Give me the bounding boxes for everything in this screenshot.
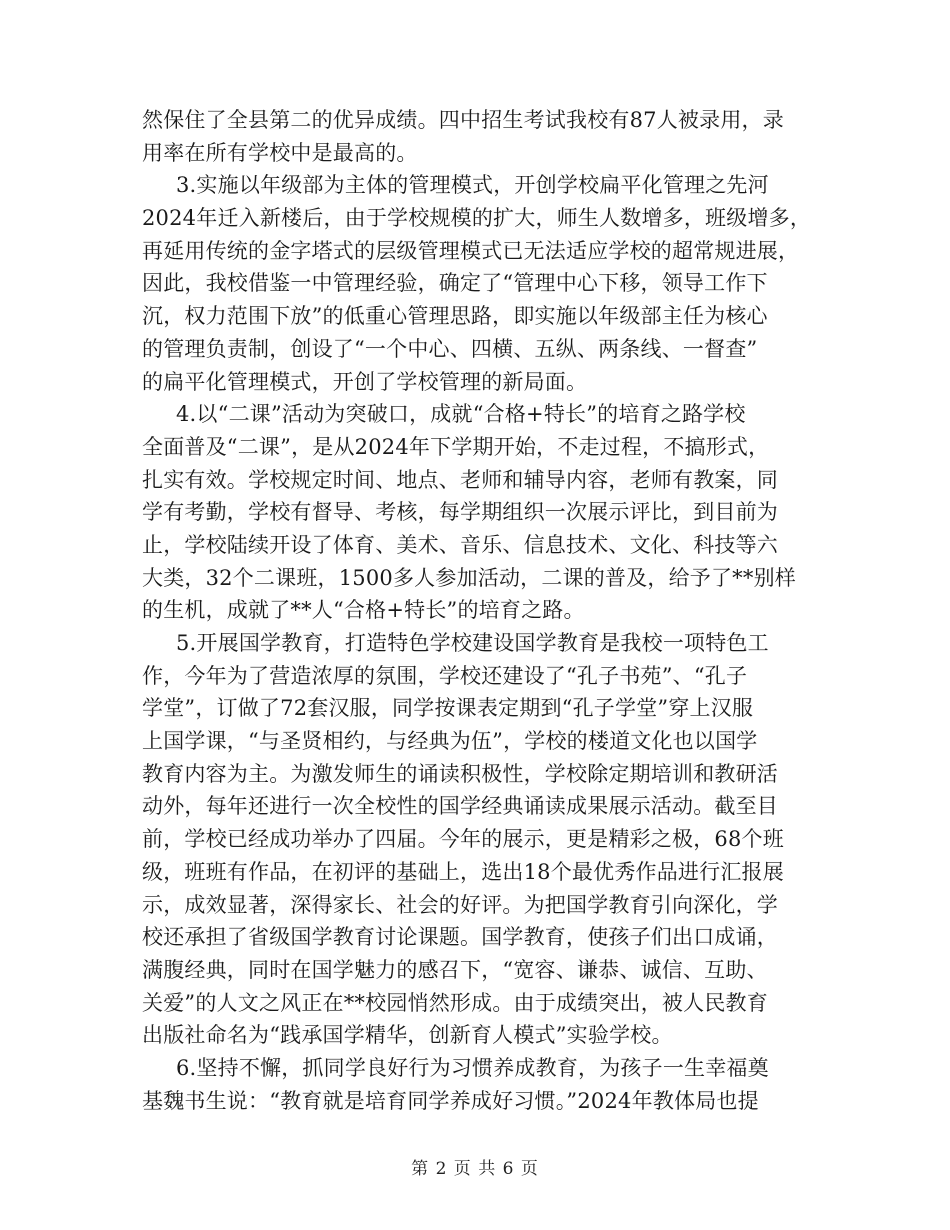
text-line: 关爱”的人文之风正在**校园悄然形成。由于成绩突出，被人民教育 <box>142 990 768 1015</box>
text-line: 扎实有效。学校规定时间、地点、老师和辅导内容，老师有教案，同 <box>142 467 778 492</box>
text-line: 上国学课，“与圣贤相约，与经典为伍”，学校的楼道文化也以国学 <box>142 729 758 754</box>
paragraph-heading-3: 3.实施以年级部为主体的管理模式，开创学校扁平化管理之先河 <box>176 173 769 198</box>
paragraph-heading-4: 4.以“二课”活动为突破口，成就“合格+特长”的培育之路学校 <box>176 402 746 427</box>
text-line: 沉，权力范围下放”的低重心管理思路，即实施以年级部主任为核心 <box>142 304 768 329</box>
text-line: 级，班班有作品，在初评的基础上，选出18个最优秀作品进行汇报展 <box>142 859 784 884</box>
text-line: 用率在所有学校中是最高的。 <box>142 140 418 165</box>
text-line: 的生机，成就了**人“合格+特长”的培育之路。 <box>142 598 585 623</box>
text-line: 满腹经典，同时在国学魅力的感召下，“宽容、谦恭、诚信、互助、 <box>142 957 768 982</box>
text-line: 的扁平化管理模式，开创了学校管理的新局面。 <box>142 369 588 394</box>
text-line: 作，今年为了营造浓厚的氛围，学校还建设了“孔子书苑”、“孔子 <box>142 663 748 688</box>
text-line: 基魏书生说：“教育就是培育同学养成好习惯。”2024年教体局也提 <box>142 1088 759 1113</box>
paragraph-heading-6: 6.坚持不懈，抓同学良好行为习惯养成教育，为孩子一生幸福奠 <box>176 1055 769 1080</box>
text-line: 2024年迁入新楼后，由于学校规模的扩大，师生人数增多，班级增多， <box>142 206 812 231</box>
document-body <box>142 104 812 1117</box>
text-line: 止，学校陆续开设了体育、美术、音乐、信息技术、文化、科技等六 <box>142 532 778 557</box>
text-line: 出版社命名为“践承国学精华，创新育人模式”实验学校。 <box>142 1023 673 1048</box>
text-line: 大类，32个二课班，1500多人参加活动，二课的普及，给予了**别样 <box>142 565 796 590</box>
text-line: 的管理负责制，创设了“一个中心、四横、五纵、两条线、一督查” <box>142 336 758 361</box>
text-line: 学堂”，订做了72套汉服，同学按课表定期到“孔子学堂”穿上汉服 <box>142 696 754 721</box>
text-line: 动外，每年还进行一次全校性的国学经典诵读成果展示活动。截至目 <box>142 794 778 819</box>
text-line: 校还承担了省级国学教育讨论课题。国学教育，使孩子们出口成诵， <box>142 925 778 950</box>
text-line: 示，成效显著，深得家长、社会的好评。为把国学教育引向深化，学 <box>142 892 778 917</box>
text-line: 然保住了全县第二的优异成绩。四中招生考试我校有87人被录用，录 <box>142 108 784 132</box>
text-line: 因此，我校借鉴一中管理经验，确定了“管理中心下移，领导工作下 <box>142 271 768 296</box>
text-line: 再延用传统的金字塔式的层级管理模式已无法适应学校的超常规进展， <box>142 238 800 263</box>
paragraph-heading-5: 5.开展国学教育，打造特色学校建设国学教育是我校一项特色工 <box>176 631 769 655</box>
text-line: 前，学校已经成功举办了四届。今年的展示，更是精彩之极，68个班 <box>142 827 784 852</box>
text-line: 全面普及“二课”，是从2024年下学期开始，不走过程，不搞形式， <box>142 434 770 459</box>
page-number-footer: 第 2 页 共 6 页 <box>411 1159 539 1179</box>
text-line: 学有考勤，学校有督导、考核，每学期组织一次展示评比，到目前为 <box>142 500 778 525</box>
text-line: 教育内容为主。为激发师生的诵读积极性，学校除定期培训和教研活 <box>142 761 778 786</box>
